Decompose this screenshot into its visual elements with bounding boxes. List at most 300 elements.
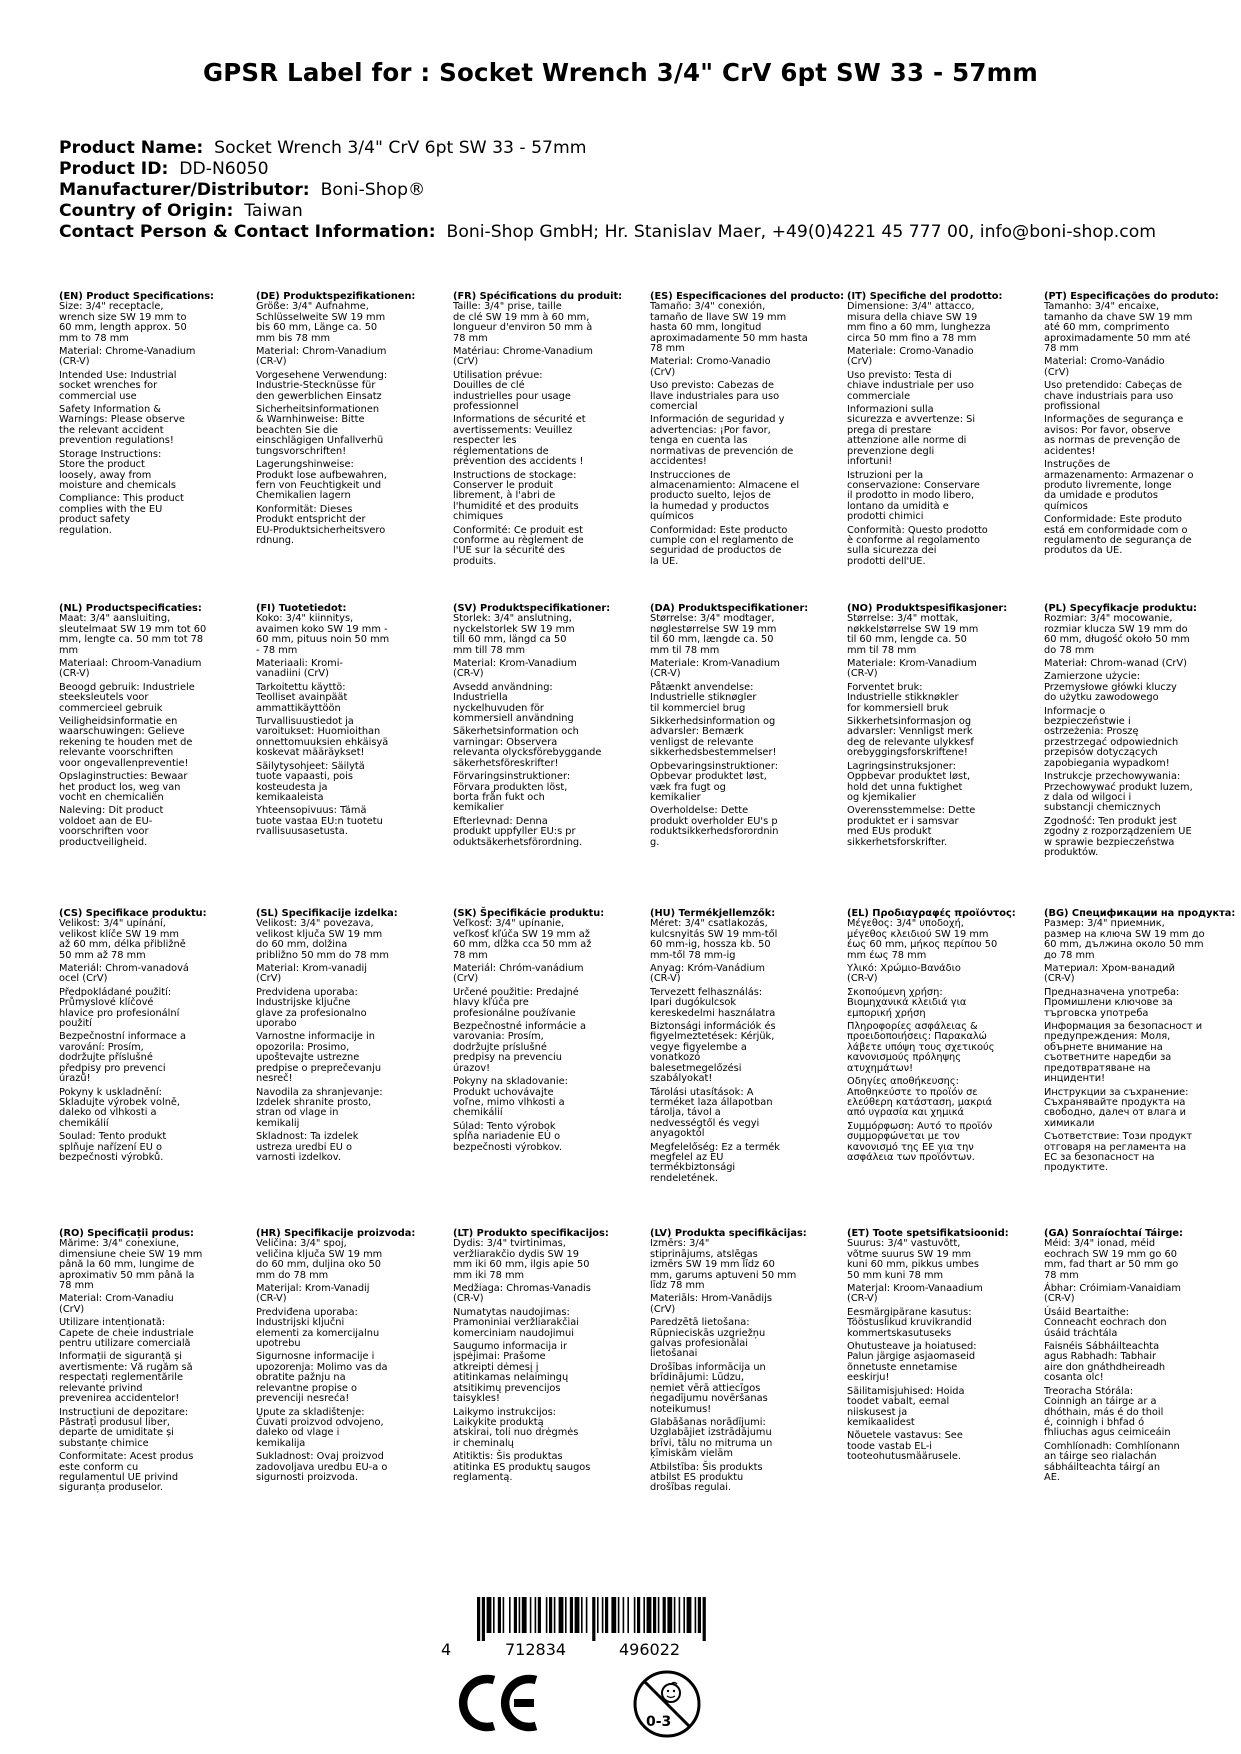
spec-line: võtme suurus SW 19 mm (847, 1248, 971, 1260)
product-info (59, 138, 1156, 243)
spec-line: voor ongevallenpreventie! (59, 757, 189, 769)
spec-line: tungsvorschriften! (256, 445, 347, 457)
spec-line: kulcsnyitás SW 19 mm-től (650, 928, 778, 940)
spec-line: Istruzioni per la (847, 469, 924, 481)
spec-line: attenzione alle norme di (847, 435, 967, 447)
spec-line: Efterlevnad: Denna (453, 815, 548, 827)
info-value: DD-N6050 (179, 159, 269, 179)
language-block (256, 909, 436, 1163)
spec-line: normativas de prevención de (650, 445, 794, 457)
spec-line: Opslaginstructies: Bewaar (59, 771, 188, 783)
spec-line: profesionálne používanie (453, 1007, 576, 1019)
language-block (59, 604, 239, 848)
spec-line: (CR-V) (453, 1293, 484, 1305)
spec-line: nesreč! (256, 1073, 293, 1085)
spec-line: Beoogd gebruik: Industriele (59, 681, 195, 693)
spec-line: (CR-V) (256, 356, 287, 368)
spec-line: Warnings: Please observe (59, 414, 185, 426)
spec-line: varovania: Prosím, (453, 1031, 544, 1043)
spec-line: substanțe chimice (59, 1437, 149, 1449)
spec-line: Store the product (59, 459, 145, 471)
spec-line: toode vastab EL-i (847, 1440, 933, 1452)
spec-line: produktów. (1044, 846, 1099, 858)
spec-line: Instrucciones de (650, 469, 731, 481)
spec-line: Materjal: Kroom-Vanaadium (847, 1283, 983, 1295)
spec-line: Υλικό: Χρώμιο-Βανάδιο (847, 963, 961, 975)
spec-line: reglamentą. (453, 1471, 513, 1483)
spec-line: z dala od wilgoci i (1044, 791, 1132, 803)
spec-line: upozorenja: Molimo vas da (256, 1361, 388, 1373)
language-heading: (LT) Produkto specifikacijos: (453, 1228, 609, 1239)
spec-line: до 78 mm (1044, 949, 1095, 961)
spec-line: mm iki 60 mm, ilgis apie 50 (453, 1259, 590, 1271)
spec-line: Overensstemmelse: Dette (847, 805, 976, 817)
spec-line: réglementations de (453, 445, 549, 457)
spec-line: Produkt lose aufbewahren, (256, 469, 387, 481)
spec-line: Dydis: 3/4" tvirtinimas, (453, 1238, 566, 1250)
spec-line: Säilytysohjeet: Säilytä (256, 760, 365, 772)
language-heading: (FI) Tuotetiedot: (256, 603, 347, 614)
spec-line: bezpieczeństwie i (1044, 716, 1131, 728)
spec-line: Bezpečnostní informace a (59, 1031, 187, 1043)
spec-line: (CrV) (453, 356, 479, 368)
spec-line: Avsedd användning: (453, 681, 553, 693)
ce-mark-icon (456, 1673, 542, 1733)
language-heading: (SV) Produktspecifikationer: (453, 603, 611, 614)
spec-line: Megfelelőség: Ez a termék (650, 1141, 780, 1153)
language-block (650, 291, 845, 567)
spec-line: mm, garums aptuveni 50 mm (650, 1269, 797, 1281)
spec-line: Overholdelse: Dette (650, 805, 749, 817)
spec-line: einschlägigen Unfallverhü (256, 435, 384, 447)
spec-line: Instructions de stockage: (453, 469, 577, 481)
spec-line: Laikykite produktą (453, 1416, 544, 1428)
spec-line: orebyggingsforskriftene! (847, 747, 968, 759)
spec-line: rendeletének. (650, 1172, 718, 1184)
spec-line: atkreipti dėmesį į (453, 1361, 539, 1373)
spec-line: upoštevajte ustrezne (256, 1052, 360, 1064)
spec-line: Industrijski ključni (256, 1317, 345, 1329)
info-row (59, 222, 1156, 243)
spec-line: productveiligheid. (59, 836, 148, 848)
ce-mark-text: CE (456, 1673, 458, 1674)
spec-line: 60 mm, pituus noin 50 mm (256, 634, 390, 646)
spec-line: atitinkamas nelaimingų (453, 1372, 569, 1384)
spec-line: obratite pažnju na (256, 1372, 346, 1384)
spec-line: Paredzētā lietošana: (650, 1317, 750, 1329)
spec-line: Comhlíonadh: Comhlíonann (1044, 1440, 1180, 1452)
spec-line: свободно, далеч от влага и (1044, 1107, 1187, 1119)
spec-line: Tárolási utasítások: A (650, 1086, 754, 1098)
spec-line: Drošības informācija un (650, 1361, 766, 1373)
spec-line: - 78 mm (256, 644, 298, 656)
spec-line: chiave industriale per uso (847, 380, 974, 392)
spec-line: l'humidité et des produits (453, 500, 579, 512)
barcode-bar (687, 1597, 692, 1633)
spec-line: Uso previsto: Cabezas de (650, 380, 775, 392)
language-block (256, 1229, 436, 1483)
spec-line: bezpečnosti výrobků. (59, 1151, 164, 1163)
spec-line: Größe: 3/4" Aufnahme, (256, 301, 369, 313)
spec-line: commercial use (59, 390, 137, 402)
spec-line: úrazov! (453, 1062, 491, 1074)
spec-line: g. (650, 836, 660, 848)
spec-line: przestrzegać odpowiednich (1044, 736, 1179, 748)
language-block (453, 1229, 633, 1483)
spec-line: kuni 60 mm, pikkus umbes (847, 1259, 980, 1271)
spec-line: roduktsikkerhedsforordnin (650, 826, 779, 838)
spec-line: seguridad de productos de (650, 545, 782, 557)
spec-line: Material: Cromo-Vanadio (650, 356, 771, 368)
spec-line: predpisy na prevenciu (453, 1052, 562, 1064)
barcode-bar (535, 1597, 537, 1633)
spec-line: è conforme al regolamento (847, 534, 980, 546)
spec-line: Størrelse: 3/4" mottak, (847, 613, 959, 625)
spec-line: Przechowywać produkt luzem, (1044, 781, 1193, 793)
spec-line: úsáid tráchtála (1044, 1327, 1118, 1339)
spec-line: Vorgesehene Verwendung: (256, 369, 388, 381)
spec-line: an táirge seo rialachán (1044, 1451, 1157, 1463)
spec-line: Materiál: Chróm-vanádium (453, 963, 584, 975)
spec-line: Veiligheidsinformatie en (59, 716, 178, 728)
spec-line: (CrV) (847, 356, 873, 368)
spec-line: (CrV) (1044, 366, 1070, 378)
spec-line: complies with the EU (59, 503, 163, 515)
spec-line: brīdinājumi: Lūdzu, (650, 1372, 745, 1384)
spec-line: anyagoktól (650, 1128, 705, 1140)
barcode-bar (565, 1597, 567, 1633)
spec-line: il prodotto in modo libero, (847, 490, 975, 502)
spec-line: Pokyny na skladovanie: (453, 1076, 568, 1088)
spec-line: prévention des accidents ! (453, 456, 584, 468)
spec-line: ir cheminalų (453, 1437, 514, 1449)
spec-line: do 78 mm (1044, 644, 1094, 656)
spec-line: sábháilteachta táirgí an (1044, 1461, 1161, 1473)
spec-line: varningar: Observera (453, 736, 558, 748)
spec-line: librement, à l'abri de (453, 490, 556, 502)
spec-line: Predviđena uporaba: (256, 1306, 358, 1318)
spec-line: õnnetuste ennetamise (847, 1361, 958, 1373)
spec-line: voorschriften voor (59, 826, 149, 838)
spec-line: den gewerblichen Einsatz (256, 390, 382, 402)
spec-line: rozmiar klucza SW 19 mm do (1044, 623, 1188, 635)
barcode-bar (605, 1597, 608, 1633)
spec-line: advertencias: ¡Por favor, (650, 424, 771, 436)
age-warning-icon (631, 1668, 703, 1740)
spec-line: Σκοπούμενη χρήση: (847, 986, 943, 998)
spec-line: Información de seguridad y (650, 414, 785, 426)
spec-line: termékbiztonsági (650, 1162, 736, 1174)
spec-line: waarschuwingen: Gelieve (59, 726, 185, 738)
spec-line: velikost ključa SW 19 mm (256, 928, 383, 940)
spec-line: noteikumus! (650, 1403, 712, 1415)
spec-line: Conserver le produit (453, 479, 554, 491)
spec-line: Инструкции за съхранение: (1044, 1086, 1189, 1098)
spec-line: sleutelmaat SW 19 mm tot 60 (59, 623, 207, 635)
spec-line: avaimen koko SW 19 mm - (256, 623, 388, 635)
spec-line: prevenciji nesreća! (256, 1393, 350, 1405)
spec-line: produkt uppfyller EU:s pr (453, 826, 576, 838)
spec-line: Instrucțiuni de depozitare: (59, 1406, 189, 1418)
barcode (441, 1597, 741, 1641)
spec-line: atsitikimų prevencijos (453, 1382, 561, 1394)
spec-line: spĺňa nariadenie EÚ o (453, 1131, 561, 1143)
spec-line: обърнете внимание на (1044, 1041, 1163, 1053)
spec-line: Påtænkt anvendelse: (650, 681, 754, 693)
spec-line: συμμορφώνεται με τον (847, 1131, 960, 1143)
spec-line: prevenirea accidentelor! (59, 1393, 180, 1405)
spec-line: Velikost: 3/4" povezava, (256, 918, 374, 930)
spec-line: Materijal: Krom-Vanadij (256, 1283, 370, 1295)
language-heading: (CS) Specifikace produktu: (59, 908, 207, 919)
spec-line: Yhteensopivuus: Tämä (256, 805, 367, 817)
spec-line: Palun järgige asjaomaseid (847, 1351, 976, 1363)
spec-line: regulamentul UE privind (59, 1471, 179, 1483)
spec-line: profissional (1044, 401, 1101, 413)
spec-line: og kjemikalier (847, 791, 917, 803)
spec-line: Förvara produkten löst, (453, 781, 568, 793)
spec-line: hlavy kľúča pre (453, 997, 529, 1009)
spec-line: (CR-V) (59, 668, 90, 680)
spec-line: (CR-V) (59, 356, 90, 368)
spec-line: Méid: 3/4" ionad, méid (1044, 1238, 1156, 1250)
barcode-bar (514, 1597, 517, 1633)
barcode-bar (683, 1597, 685, 1633)
info-row (59, 138, 1156, 159)
spec-line: Størrelse: 3/4" modtager, (650, 613, 775, 625)
spec-line: Upute za skladištenje: (256, 1406, 365, 1418)
spec-line: Eesmärgipärane kasutus: (847, 1306, 972, 1318)
spec-line: respectați reglementările (59, 1372, 184, 1384)
info-label: Product ID: (59, 159, 169, 179)
spec-line: tooteohutusmäärusele. (847, 1451, 962, 1463)
spec-line: til kommerciel brug (650, 702, 746, 714)
spec-line: Sukladnost: Ovaj proizvod (256, 1451, 384, 1463)
spec-line: vanadiini (CrV) (256, 668, 329, 680)
spec-line: Glabāšanas norādījumi: (650, 1416, 766, 1428)
barcode-bar (519, 1597, 521, 1633)
spec-line: Materiál: Chrom-vanadová (59, 963, 189, 975)
info-row (59, 180, 1156, 201)
language-heading: (SL) Specifikacije izdelka: (256, 908, 398, 919)
spec-line: dhóthain, más é do thoil (1044, 1406, 1164, 1418)
spec-line: Μέγεθος: 3/4" υποδοχή, (847, 918, 964, 930)
spec-line: uporabo (256, 1018, 297, 1030)
spec-line: Industrijske ključne (256, 997, 351, 1009)
spec-line: Forventet bruk: (847, 681, 923, 693)
barcode-bar (658, 1597, 660, 1633)
spec-line: w sprawie bezpieczeństwa (1044, 836, 1175, 848)
spec-line: ostrzeżenia: Proszę (1044, 726, 1139, 738)
spec-line: dodržujte příslušné (59, 1052, 153, 1064)
barcode-bar (679, 1597, 681, 1633)
spec-line: ελεύθερη κατάσταση, μακριά (847, 1096, 993, 1108)
language-heading: (ES) Especificaciones del producto: (650, 291, 845, 302)
barcode-bar (538, 1597, 541, 1633)
language-heading: (HR) Specifikacije proizvoda: (256, 1228, 416, 1239)
spec-line: misura della chiave SW 19 (847, 311, 978, 323)
language-heading: (NL) Productspecificaties: (59, 603, 202, 614)
spec-line: (CrV) (453, 973, 479, 985)
spec-line: veržliarakčio dydis SW 19 (453, 1248, 580, 1260)
spec-line: Compliance: This product (59, 493, 184, 505)
spec-line: eochrach SW 19 mm go 60 (1044, 1248, 1177, 1260)
spec-line: daleko od vlhkosti a (59, 1107, 157, 1119)
language-block (847, 1229, 1027, 1463)
barcode-digits-right: 496022 (619, 1640, 681, 1659)
spec-line: Konformität: Dieses (256, 503, 353, 515)
spec-line: mm till 78 mm (453, 644, 525, 656)
spec-line: mm έως 78 mm (847, 949, 927, 961)
spec-line: Industrie-Stecknüsse für (256, 380, 376, 392)
spec-line: ņemiet vērā attiecīgos (650, 1382, 761, 1394)
spec-line: Treoracha Stórála: (1044, 1385, 1134, 1397)
barcode-bar (575, 1597, 580, 1633)
spec-line: tuote vapaasti, pois (256, 771, 353, 783)
spec-line: borta från fukt och (453, 791, 545, 803)
spec-line: Предназначена употреба: (1044, 986, 1180, 998)
spec-line: Materiaal: Chroom-Vanadium (59, 658, 202, 670)
spec-line: comercial (650, 401, 698, 413)
language-block (453, 292, 633, 567)
spec-line: produits. (453, 555, 497, 567)
spec-line: Säkerhetsinformation och (453, 726, 579, 738)
spec-line: ocel (CrV) (59, 973, 108, 985)
spec-line: do użytku zawodowego (1044, 692, 1159, 704)
spec-line: produto livremente, longe (1044, 479, 1172, 491)
spec-line: Conformité: Ce produit est (453, 524, 583, 536)
language-heading: (BG) Спецификации на продукта: (1044, 908, 1236, 919)
spec-line: kommersiell användning (453, 713, 574, 725)
spec-line: tuote vastaa EU:n tuotetu (256, 815, 383, 827)
spec-line: infortuni! (847, 456, 893, 468)
language-heading: (GA) Sonraíochtaí Táirge: (1044, 1228, 1183, 1239)
barcode-bar (674, 1597, 676, 1633)
barcode-bar (522, 1597, 527, 1633)
spec-line: търговска употреба (1044, 1007, 1149, 1019)
barcode-bar (623, 1597, 625, 1633)
spec-line: balesetmegelőzési (650, 1062, 742, 1074)
spec-line: siguranța produselor. (59, 1482, 163, 1494)
spec-line: veľkosť kľúča SW 19 mm až (453, 928, 590, 940)
spec-line: pentru utilizare comercială (59, 1338, 191, 1350)
barcode-bar (618, 1597, 620, 1633)
spec-line: (CR-V) (256, 1293, 287, 1305)
spec-line: Opbevar produktet løst, (650, 771, 767, 783)
spec-line: εμπορική χρήση (847, 1007, 926, 1019)
language-heading: (DE) Produktspezifikationen: (256, 291, 416, 302)
spec-line: Информация за безопасност и (1044, 1021, 1203, 1033)
spec-line: industrielles pour usage (453, 390, 571, 402)
info-value: Boni-Shop GmbH; Hr. Stanislav Maer, +49(0)4221 45 777 00, info@boni-shop.com (446, 222, 1156, 242)
spec-line: Αποθηκεύστε το προϊόν σε (847, 1086, 978, 1098)
spec-line: opozorila: Prosimo, (256, 1041, 350, 1053)
barcode-bar (597, 1597, 599, 1633)
spec-line: szabályokat! (650, 1073, 713, 1085)
info-value: Socket Wrench 3/4" CrV 6pt SW 33 - 57mm (214, 138, 587, 158)
spec-line: (CR-V) (650, 973, 681, 985)
spec-line: Atitiktis: Šis produktas (453, 1451, 563, 1463)
spec-line: Material: Chrome-Vanadium (59, 346, 196, 358)
spec-line: commerciale (847, 390, 911, 402)
spec-line: 60 mm, dĺžka cca 50 mm až (453, 939, 592, 951)
spec-line: mm bis 78 mm (256, 332, 331, 344)
spec-line: socket wrenches for (59, 380, 158, 392)
spec-line: drošības regulai. (650, 1482, 732, 1494)
spec-line: sikkerhedsbestemmelser! (650, 747, 777, 759)
spec-line: Taille: 3/4" prise, taille (453, 301, 562, 313)
spec-line: moisture and chemicals (59, 479, 177, 491)
spec-line: velikost klíče SW 19 mm (59, 928, 179, 940)
spec-line: produtos da UE. (1044, 545, 1123, 557)
spec-line: ķīmiskām vielām (650, 1448, 733, 1460)
spec-line: kosteudesta ja (256, 781, 328, 793)
spec-line: Schlüsselweite SW 19 mm (256, 311, 386, 323)
language-block (59, 1229, 239, 1494)
spec-line: Ipari dugókulcsok (650, 997, 737, 1009)
barcode-bar (653, 1597, 656, 1633)
spec-line: fhliuchas agus ceimiceáin (1044, 1427, 1171, 1439)
language-block (847, 292, 1027, 567)
spec-line: Rūpnieciskās uzgriežņu (650, 1327, 766, 1339)
spec-line: līdz 78 mm (650, 1280, 705, 1292)
spec-line: Οδηγίες αποθήκευσης: (847, 1076, 959, 1088)
spec-line: relevante privind (59, 1382, 143, 1394)
info-row (59, 201, 1156, 222)
spec-line: Industrielle stikknøkler (847, 692, 959, 704)
spec-line: Predvidena uporaba: (256, 986, 358, 998)
info-value: Taiwan (244, 201, 303, 221)
spec-line: toodet vabalt, eemal (847, 1396, 950, 1408)
language-block (59, 909, 239, 1163)
spec-line: relevanta olycksförebyggande (453, 747, 602, 759)
spec-line: venligst de relevante (650, 736, 754, 748)
spec-line: nøglestørrelse SW 19 mm (650, 623, 777, 635)
spec-line: kemikalier (453, 802, 504, 814)
barcode-bar (667, 1597, 672, 1633)
spec-line: vonatkozó (650, 1052, 701, 1064)
spec-line: departe de umiditate și (59, 1427, 174, 1439)
spec-line: as normas de prevenção de (1044, 435, 1181, 447)
barcode-bar (663, 1597, 666, 1633)
spec-line: Ohutusteave ja hoiatused: (847, 1341, 977, 1353)
spec-line: Промишлени ключове за (1044, 997, 1173, 1009)
spec-line: l'UE sur la sécurité des (453, 545, 565, 557)
spec-line: κανονισμούς πρόληψης (847, 1052, 961, 1064)
spec-line: размер на ключа SW 19 mm до (1044, 928, 1205, 940)
spec-line: Nõuetele vastavus: See (847, 1430, 963, 1442)
spec-line: sikkerhetsforskrifter. (847, 836, 948, 848)
spec-line: nedvességtől és vegyi (650, 1117, 760, 1129)
spec-line: отговаря на регламента на (1044, 1141, 1187, 1153)
spec-line: dodržujte príslušné (453, 1041, 547, 1053)
spec-line: продуктите. (1044, 1162, 1109, 1174)
language-block (256, 292, 436, 546)
spec-line: Anyag: Króm-Vanádium (650, 963, 765, 975)
spec-line: Pramoniniai veržliarakčiai (453, 1317, 579, 1329)
info-row (59, 159, 1156, 180)
spec-line: ατυχημάτων! (847, 1062, 914, 1074)
spec-line: hold det unna fuktighet (847, 781, 963, 793)
spec-line: tamanho da chave SW 19 mm (1044, 311, 1193, 323)
barcode-digit-prefix: 4 (441, 1640, 452, 1659)
spec-line: conforme au règlement de (453, 534, 584, 546)
spec-line: the relevant accident (59, 424, 164, 436)
spec-line: Faisnéis Sábháilteachta (1044, 1341, 1160, 1353)
spec-line: από υγρασία και χημικά (847, 1107, 965, 1119)
spec-line: 50 mm kuni 78 mm (847, 1269, 944, 1281)
spec-line: Izmērs: 3/4" (650, 1238, 710, 1250)
